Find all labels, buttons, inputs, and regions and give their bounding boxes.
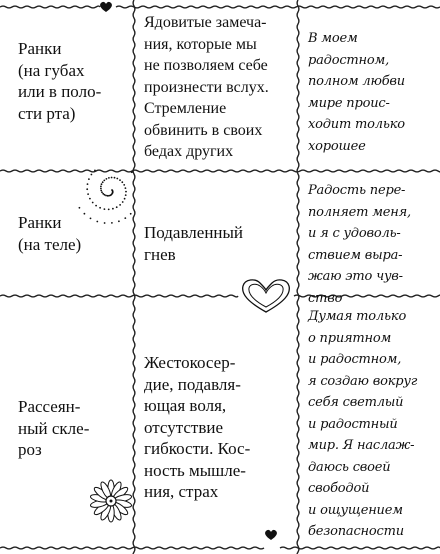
- row2-cause-line: Подавленный: [144, 223, 244, 242]
- row1-problem-line: или в поло-: [18, 82, 102, 101]
- grid-line: [133, 0, 135, 554]
- spiral-dot: [108, 209, 110, 211]
- row3-cause-cell: [144, 352, 294, 503]
- row1-cause-line: обвинить в своих: [144, 121, 263, 139]
- spiral-dot: [100, 190, 102, 192]
- row1-pattern-line: В моем: [308, 31, 358, 46]
- row1-cause-line: ния, которые мы: [144, 35, 257, 53]
- spiral-dot: [125, 191, 127, 193]
- row3-pattern-line: себя светлый: [308, 395, 404, 410]
- row1-pattern-line: радостном,: [308, 52, 390, 68]
- row3-cause-line: ность мышле-: [144, 460, 246, 480]
- row3-problem-line: ный скле-: [18, 418, 90, 438]
- spiral-dot: [87, 183, 89, 185]
- spiral-dot: [91, 174, 93, 176]
- spiral-dot: [88, 178, 90, 180]
- spiral-dot: [92, 202, 94, 204]
- row3-pattern-line: даюсь своей: [308, 459, 391, 475]
- spiral-dot: [86, 188, 88, 190]
- row3-problem-line: роз: [18, 440, 42, 459]
- spiral-dot: [104, 222, 106, 224]
- row1-problem-cell: [18, 38, 128, 124]
- spiral-dot: [124, 217, 126, 219]
- spiral-dot: [116, 206, 118, 208]
- spiral-dot: [125, 194, 127, 196]
- row2-pattern-cell: [308, 180, 436, 309]
- row2-pattern-line: жаю это чув-: [308, 269, 403, 284]
- spiral-dot: [106, 178, 108, 180]
- row3-pattern-line: я создаю вокруг: [308, 373, 418, 389]
- row3-cause-line: ния, страх: [144, 482, 219, 501]
- row1-cause-cell: [144, 12, 294, 163]
- spiral-dot: [123, 184, 125, 186]
- spiral-dot: [111, 222, 113, 224]
- row1-pattern-line: ходит только: [308, 117, 405, 132]
- spiral-dot: [94, 170, 96, 172]
- spiral-dot: [122, 201, 124, 203]
- spiral-dot: [125, 187, 127, 189]
- spiral-dot: [79, 207, 81, 209]
- row1-cause-line: произнести вслух.: [144, 78, 269, 96]
- row1-problem-line: Ранки: [18, 39, 62, 58]
- row1-problem-line: (на губах: [18, 60, 85, 80]
- row3-pattern-line: о приятном: [308, 330, 392, 346]
- row3-cause-line: ющая воля,: [144, 396, 227, 415]
- grid-line: [116, 6, 440, 8]
- row1-cause-line: Ядовитые замеча-: [144, 14, 267, 31]
- row3-problem-line: Рассеян-: [18, 397, 81, 416]
- row3-pattern-line: безопасности: [308, 524, 404, 539]
- row3-pattern-line: мир. Я наслаж-: [308, 438, 415, 453]
- spiral-dot: [119, 179, 121, 181]
- row1-cause-line: не позволяем себе: [144, 57, 268, 74]
- row2-cause-cell: [144, 222, 294, 265]
- grid-line: [0, 170, 440, 172]
- row1-pattern-cell: [308, 28, 436, 157]
- row3-cause-line: дие, подавля-: [144, 374, 241, 394]
- spiral-dot: [118, 220, 120, 222]
- row3-pattern-line: и ощущением: [308, 502, 403, 518]
- spiral-dot: [102, 193, 104, 195]
- spiral-dot: [90, 218, 92, 220]
- spiral-dot: [101, 191, 103, 193]
- row2-pattern-line: ство: [308, 290, 343, 306]
- spiral-dot: [104, 208, 106, 210]
- grid-line: [280, 547, 440, 549]
- grid-line: [0, 6, 100, 8]
- spiral-dot: [87, 193, 89, 195]
- row3-cause-line: гибкости. Кос-: [144, 439, 251, 458]
- spiral-dot: [131, 171, 133, 173]
- row3-cause-line: Жестокосер-: [144, 353, 236, 372]
- spiral-dot: [130, 213, 132, 215]
- row1-pattern-line: мире проис-: [308, 95, 390, 111]
- spiral-dot: [116, 178, 118, 180]
- row2-cause-line: гнев: [144, 244, 176, 264]
- spiral-dot: [111, 177, 113, 179]
- spiral-dot: [121, 181, 123, 183]
- spiral-dot: [96, 221, 98, 223]
- row3-pattern-line: Думая только: [308, 309, 407, 324]
- spiral-dot: [84, 213, 86, 215]
- heart-icon: [264, 529, 278, 541]
- spiral-dot: [100, 186, 102, 188]
- row3-problem-cell: [18, 396, 128, 461]
- row2-pattern-line: Радость пере-: [308, 183, 406, 198]
- spiral-dot: [119, 204, 121, 206]
- row3-pattern-cell: [308, 306, 438, 543]
- row2-pattern-line: ствием выра-: [308, 247, 403, 263]
- outline-heart-icon: [238, 276, 294, 316]
- spiral-dot: [107, 195, 109, 197]
- row1-pattern-line: полном любви: [308, 74, 405, 89]
- spiral-dot: [114, 177, 116, 179]
- row2-pattern-line: и я с удоволь-: [308, 226, 401, 241]
- spiral-dot: [103, 180, 105, 182]
- row3-pattern-line: и радостном,: [308, 352, 402, 367]
- spiral-doodle-icon: [76, 168, 136, 228]
- grid-line: [0, 295, 238, 297]
- spiral-dot: [102, 181, 104, 183]
- spiral-dot: [124, 198, 126, 200]
- row1-pattern-line: хорошее: [308, 138, 366, 154]
- row1-cause-line: бедах других: [144, 143, 234, 160]
- flower-icon: [86, 476, 136, 526]
- row3-cause-line: отсутствие: [144, 417, 224, 437]
- grid-line: [297, 0, 299, 554]
- spiral-dot: [99, 207, 101, 209]
- grid-line: [0, 547, 264, 549]
- spiral-dot: [100, 188, 102, 190]
- row2-pattern-line: полняет меня,: [308, 204, 411, 220]
- row2-problem-line: Ранки: [18, 213, 62, 232]
- spiral-dot: [108, 177, 110, 179]
- spiral-dot: [112, 208, 114, 210]
- row2-problem-line: (на теле): [18, 234, 82, 254]
- spiral-dot: [95, 205, 97, 207]
- row1-cause-line: Стремление: [144, 100, 227, 117]
- spiral-dot: [101, 183, 103, 185]
- spiral-dot: [89, 198, 91, 200]
- row3-pattern-line: свободой: [308, 481, 370, 496]
- row1-problem-line: сти рта): [18, 103, 76, 123]
- heart-icon: [99, 1, 113, 13]
- row3-pattern-line: и радостный: [308, 416, 398, 432]
